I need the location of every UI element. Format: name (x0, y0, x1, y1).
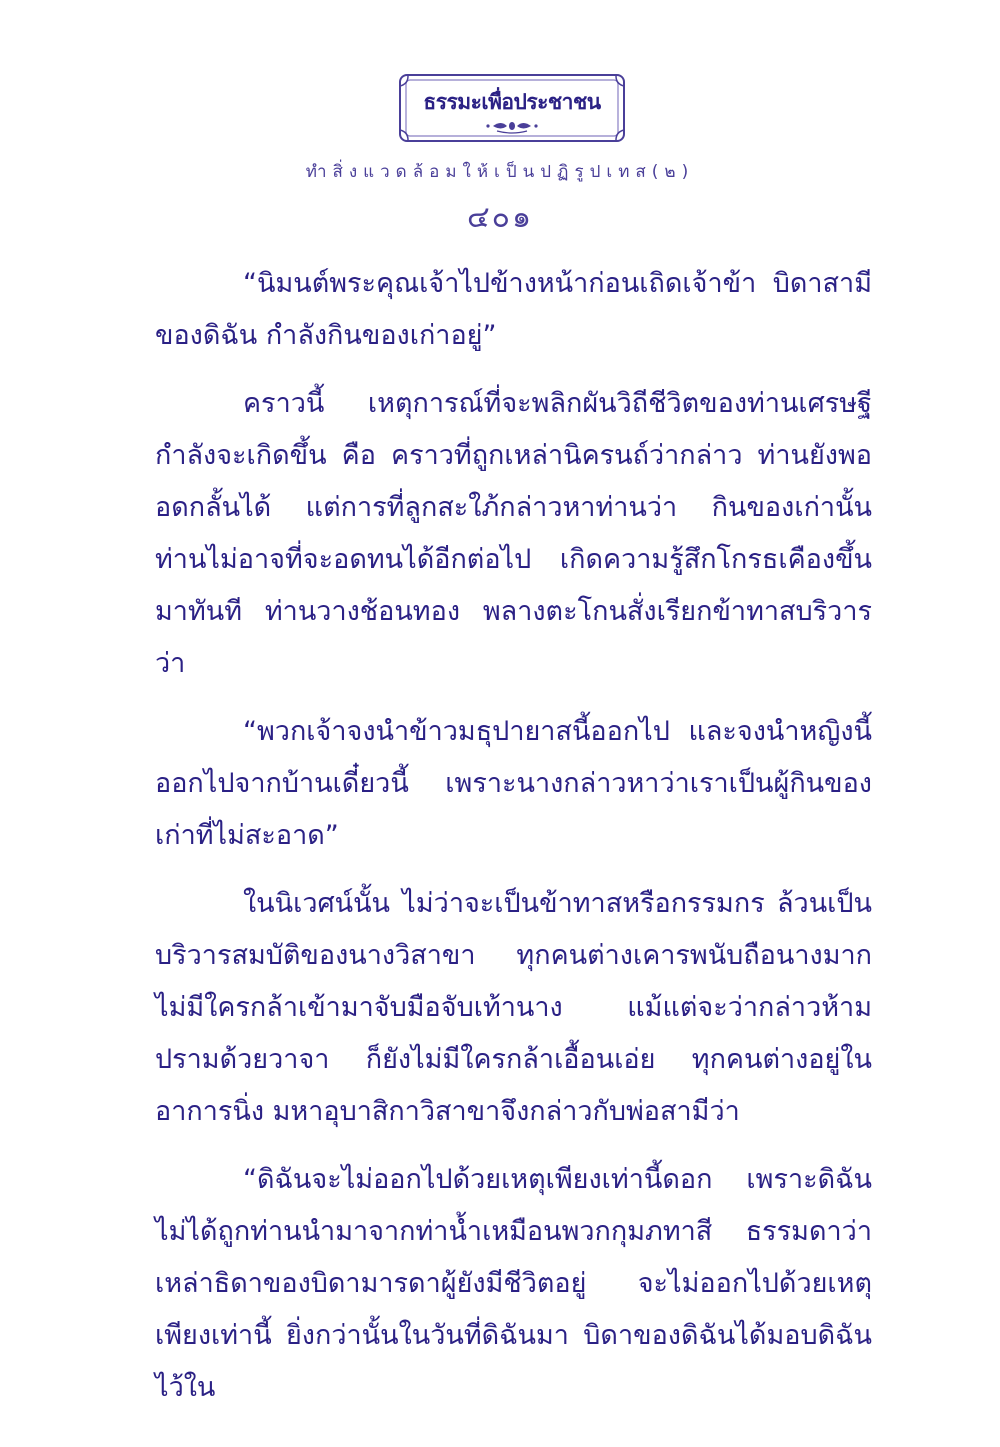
book-series-logo (397, 72, 627, 144)
body-text (155, 258, 872, 1430)
paragraph-2: คราวนี้ เหตุการณ์ที่จะพลิกผันวิถีชีวิตของท่านเศรษฐีกำลังจะเกิดขึ้น คือ คราวที่ถูกเหล่านิครนถ์ว่ากล่าว ท่านยังพออดกลั้นได้ แต่การที่ลูกสะใภ้กล่าวหาท่านว่า กินของเก่านั้น ท่านไม่อาจที่จะอดทนได้อีกต่อไป เกิดความรู้สึกโกรธเคืองขึ้นมาทันที ท่านวางช้อนทอง พลางตะโกนสั่งเรียกข้าทาสบริวารว่า (155, 388, 872, 679)
paragraph-5: “ดิฉันจะไม่ออกไปด้วยเหตุเพียงเท่านี้ดอก เพราะดิฉันไม่ได้ถูกท่านนำมาจากท่าน้ำเหมือนพวกกุมภทาสี ธรรมดาว่าเหล่าธิดาของบิดามารดาผู้ยังมีชีวิตอยู่ จะไม่ออกไปด้วยเหตุเพียงเท่านี้ ยิ่งกว่านั้นในวันที่ดิฉันมา บิดาของดิฉันได้มอบดิฉันไว้ใน (155, 1164, 872, 1403)
paragraph-4: ในนิเวศน์นั้น ไม่ว่าจะเป็นข้าทาสหรือกรรมกร ล้วนเป็นบริวารสมบัติของนางวิสาขา ทุกคนต่างเคารพนับถือนางมาก ไม่มีใครกล้าเข้ามาจับมือจับเท้านาง แม้แต่จะว่ากล่าวห้ามปรามด้วยวาจา ก็ยังไม่มีใครกล้าเอื้อนเอ่ย ทุกคนต่างอยู่ในอาการนิ่ง มหาอุบาสิกาวิสาขาจึงกล่าวกับพ่อสามีว่า (155, 888, 872, 1127)
running-chapter-title: ทำสิ่งแวดล้อมให้เป็นปฏิรูปเทส(๒) (305, 162, 695, 182)
logo-title: ธรรมะเพื่อประชาชน (423, 89, 601, 114)
page-number: ๔๐๑ (466, 200, 534, 235)
paragraph-3: “พวกเจ้าจงนำข้าวมธุปายาสนี้ออกไป และจงนำหญิงนี้ออกไปจากบ้านเดี๋ยวนี้ เพราะนางกล่าวหาว่าเราเป็นผู้กินของเก่าที่ไม่สะอาด” (155, 716, 872, 851)
paragraph-1: “นิมนต์พระคุณเจ้าไปข้างหน้าก่อนเถิดเจ้าข้า บิดาสามีของดิฉัน กำลังกินของเก่าอยู่” (155, 268, 872, 351)
